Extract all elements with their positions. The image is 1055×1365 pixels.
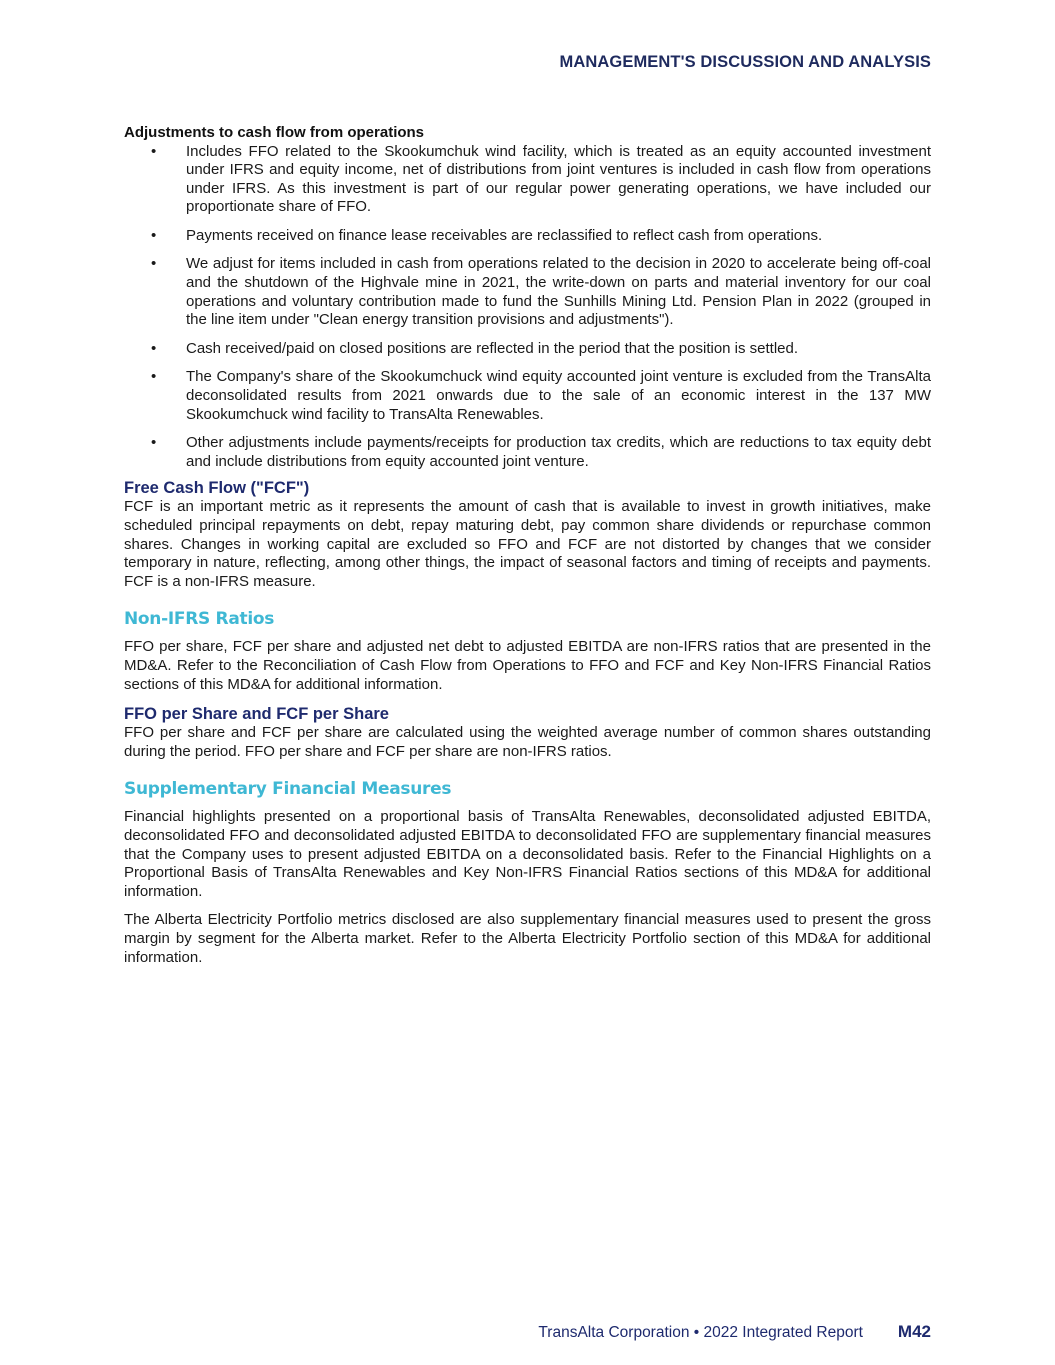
list-item-text: Payments received on finance lease receivables are reclassified to reflect cash from operations.	[186, 226, 823, 244]
bullet-icon: •	[151, 255, 157, 273]
non-ifrs-ratios-heading: Non-IFRS Ratios	[124, 609, 275, 630]
page-number: M42	[897, 1322, 931, 1341]
adjustments-list	[124, 143, 931, 472]
ffo-per-share-paragraph: FFO per share and FCF per share are calculated using the weighted average number of common shares outstanding during the period. FFO per share and FCF per share are non-IFRS ratios.	[124, 724, 931, 760]
bullet-icon: •	[151, 226, 157, 244]
list-item-text: We adjust for items included in cash from operations related to the decision in 2020 to accelerate being off-coal and the shutdown of the Highvale mine in 2021, the write-down on parts and material inventory for our coal operations and voluntary contribution made to fund the Sunhills Mining Ltd. Pension Plan in 2022 (grouped in the line item under "Clean energy transition provisions and adjustments").	[186, 255, 931, 329]
main-content	[124, 124, 931, 967]
fcf-heading: Free Cash Flow ("FCF")	[124, 479, 310, 498]
supplementary-heading: Supplementary Financial Measures	[124, 779, 452, 800]
list-item-text: Other adjustments include payments/receipts for production tax credits, which are reductions to tax equity debt and include distributions from equity accounted joint venture.	[186, 434, 931, 470]
page-header-title: MANAGEMENT'S DISCUSSION AND ANALYSIS	[559, 53, 931, 71]
adjustments-heading: Adjustments to cash flow from operations	[124, 124, 425, 141]
page-footer	[538, 1322, 931, 1342]
footer-report-title: TransAlta Corporation • 2022 Integrated Report	[538, 1324, 863, 1341]
bullet-icon: •	[151, 142, 157, 160]
list-item-text: Includes FFO related to the Skookumchuk wind facility, which is treated as an equity accounted investment under IFRS and equity income, net of distributions from joint ventures is included in cash flow from operations under IFRS. As this investment is part of our regular power generating operations, we have included our proportionate share of FFO.	[186, 142, 931, 216]
supplementary-paragraph-1: Financial highlights presented on a proportional basis of TransAlta Renewables, deconsolidated adjusted EBITDA, deconsolidated FFO and deconsolidated adjusted EBITDA to deconsolidated FFO are supplementary financial measures that the Company uses to present adjusted EBITDA on a deconsolidated basis. Refer to the Financial Highlights on a Proportional Basis of TransAlta Renewables and Key Non-IFRS Financial Ratios sections of this MD&A for additional information.	[124, 808, 931, 900]
list-item	[124, 143, 931, 217]
list-item	[124, 255, 931, 329]
list-item	[124, 340, 931, 359]
list-item	[124, 434, 931, 471]
list-item	[124, 227, 931, 246]
bullet-icon: •	[151, 434, 157, 452]
ffo-per-share-heading: FFO per Share and FCF per Share	[124, 705, 389, 724]
bullet-icon: •	[151, 368, 157, 386]
list-item-text: Cash received/paid on closed positions are reflected in the period that the position is settled.	[186, 339, 799, 357]
fcf-paragraph: FCF is an important metric as it represents the amount of cash that is available to invest in growth initiatives, make scheduled principal repayments on debt, repay maturing debt, pay common share dividends or repurchase common shares. Changes in working capital are excluded so FFO and FCF are not distorted by changes that we consider temporary in nature, reflecting, among other things, the impact of seasonal factors and timing of receipts and payments. FCF is a non-IFRS measure.	[124, 498, 931, 590]
list-item-text: The Company's share of the Skookumchuck wind equity accounted joint venture is excluded from the TransAlta deconsolidated results from 2021 onwards due to the sale of an economic interest in the 137 MW Skookumchuck wind facility to TransAlta Renewables.	[186, 368, 931, 423]
list-item	[124, 368, 931, 424]
non-ifrs-ratios-paragraph: FFO per share, FCF per share and adjusted net debt to adjusted EBITDA are non-IFRS ratios that are presented in the MD&A. Refer to the Reconciliation of Cash Flow from Operations to FFO and FCF and Key Non-IFRS Financial Ratios sections of this MD&A for additional information.	[124, 638, 931, 693]
supplementary-paragraph-2: The Alberta Electricity Portfolio metrics disclosed are also supplementary financial measures used to present the gross margin by segment for the Alberta market. Refer to the Alberta Electricity Portfolio section of this MD&A for additional information.	[124, 911, 931, 966]
bullet-icon: •	[151, 339, 157, 357]
